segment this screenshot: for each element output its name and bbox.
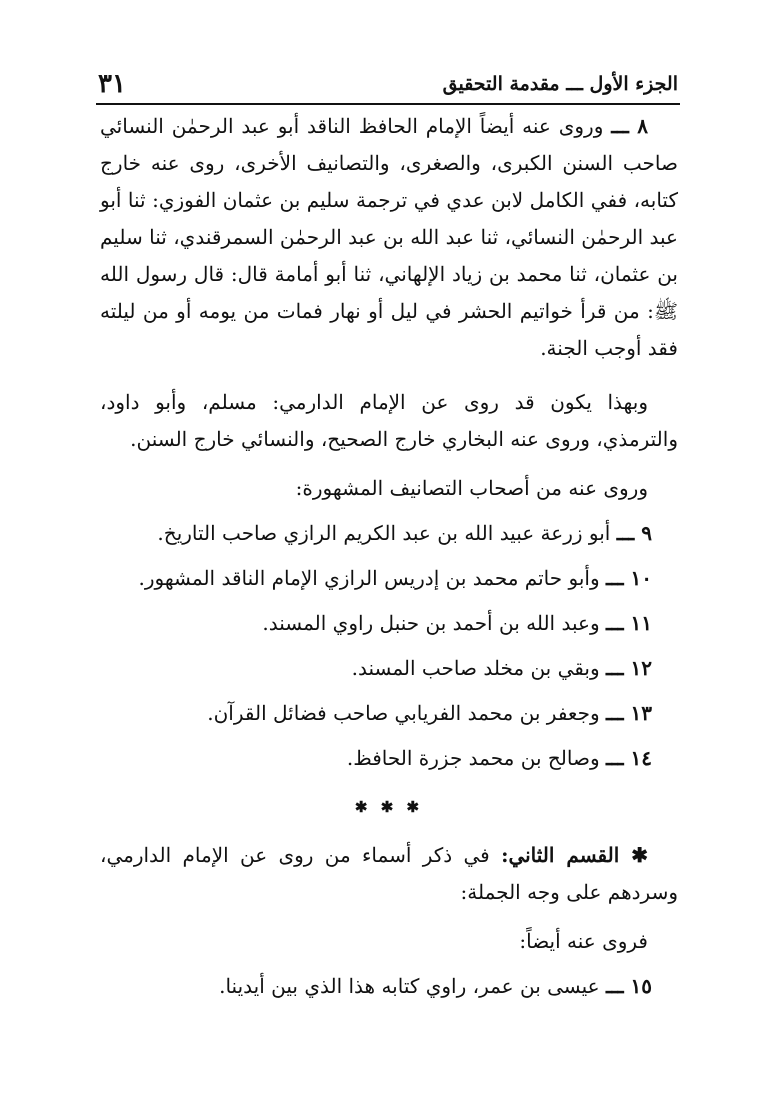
sub-intro: فروى عنه أيضاً:	[519, 929, 648, 953]
item-text: وأبو حاتم محمد بن إدريس الرازي الإمام الناقد المشهور.	[138, 566, 600, 590]
paragraph-summary: وبهذا يكون قد روى عن الإمام الدارمي: مسلم، وأبو داود، والترمذي، وروى عنه البخاري خارج الصحيح، والنسائي خارج السنن.	[100, 390, 678, 451]
paragraph-item-8	[100, 108, 678, 367]
list-item	[100, 601, 678, 646]
page-number: ٣١	[98, 69, 126, 99]
header-rule	[96, 103, 680, 105]
item-number: ١٤ ـــ	[605, 746, 652, 770]
section-lead: ✱ القسم الثاني:	[501, 843, 648, 867]
list-item	[100, 736, 678, 781]
item-text: وصالح بن محمد جزرة الحافظ.	[346, 746, 600, 770]
paragraph-text: وروى عنه أيضاً الإمام الحافظ الناقد أبو عبد الرحمٰن النسائي صاحب السنن الكبرى، والصغرى، والتصانيف الأخرى، روى عنه خارج كتابه، ففي الكامل لابن عدي في ترجمة سليم بن عثمان الفوزي: ثنا أبو عبد الرحمٰن النسائي، ثنا عبد الله بن عبد الرحمٰن السمرقندي، ثنا سليم بن عثمان، ثنا محمد بن زياد الإلهاني، ثنا أبو أمامة قال: قال رسول الله ﷺ: من قرأ خواتيم الحشر في ليل أو نهار فمات من يومه أو من ليلته فقد أوجب الجنة.	[100, 114, 678, 360]
item-number: ١٣ ـــ	[605, 701, 652, 725]
section-two-heading	[100, 837, 678, 911]
list-item	[100, 556, 678, 601]
item-number: ٩ ـــ	[616, 521, 652, 545]
item-text: وبقي بن مخلد صاحب المسند.	[351, 656, 600, 680]
running-header	[98, 66, 678, 102]
item-text: أبو زرعة عبيد الله بن عبد الكريم الرازي صاحب التاريخ.	[157, 521, 611, 545]
item-number: ١٢ ـــ	[605, 656, 652, 680]
running-title: الجزء الأول ـــ مقدمة التحقيق	[442, 73, 678, 95]
list-item	[100, 964, 678, 1009]
item-number: ١٥ ـــ	[605, 974, 652, 998]
item-number: ٨ ـــ	[611, 114, 649, 138]
narrators-list	[100, 511, 678, 781]
list-item	[100, 691, 678, 736]
item-number: ١٠ ـــ	[605, 566, 652, 590]
item-text: وعبد الله بن أحمد بن حنبل راوي المسند.	[262, 611, 600, 635]
section-text: في ذكر أسماء من روى عن الإمام الدارمي، وسردهم على وجه الجملة:	[100, 843, 678, 904]
section-separator: ✱ ✱ ✱	[354, 798, 424, 816]
list-item	[100, 511, 678, 556]
page-content	[100, 108, 678, 1009]
item-text: عيسى بن عمر، راوي كتابه هذا الذي بين أيدينا.	[219, 974, 600, 998]
item-text: وجعفر بن محمد الفريابي صاحب فضائل القرآن.	[207, 701, 600, 725]
item-number: ١١ ـــ	[605, 611, 652, 635]
list-item	[100, 646, 678, 691]
list-intro: وروى عنه من أصحاب التصانيف المشهورة:	[295, 476, 648, 500]
